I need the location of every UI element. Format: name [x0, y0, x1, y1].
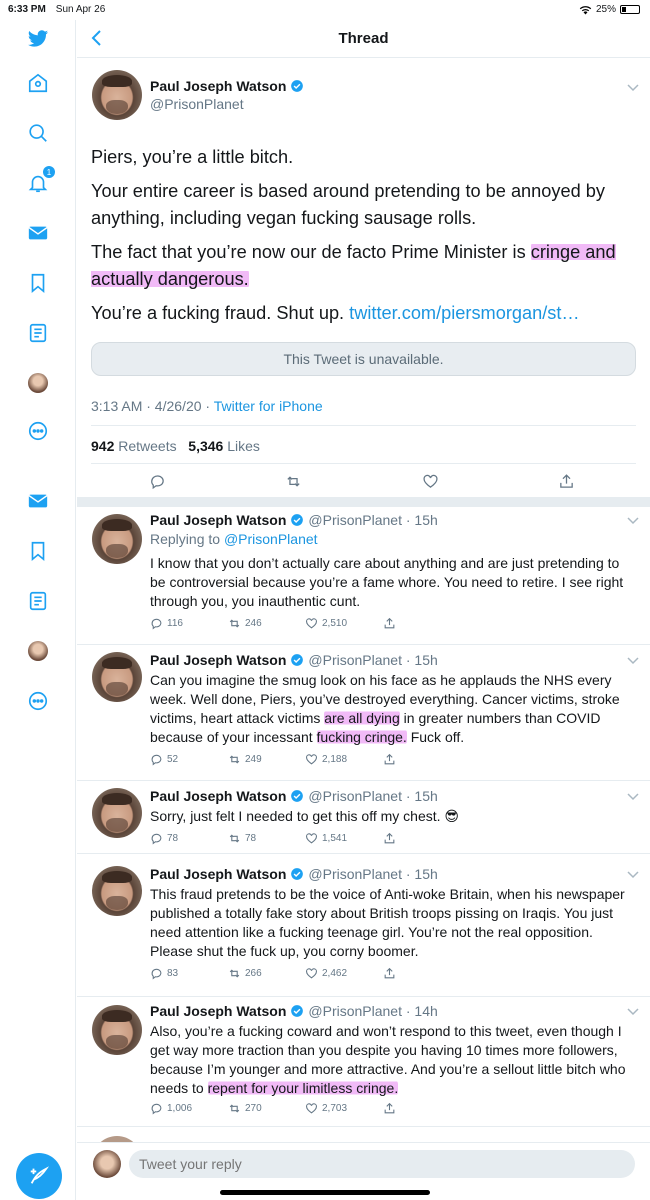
home-indicator[interactable] [220, 1190, 430, 1195]
mail-icon-2[interactable] [25, 488, 51, 514]
reply-tweet[interactable] [77, 781, 650, 854]
retweet-icon [228, 617, 241, 630]
share-icon [383, 967, 396, 980]
status-bar [0, 0, 650, 20]
page-title: Thread [338, 30, 389, 47]
chevron-down-icon[interactable] [626, 791, 640, 801]
mail-icon[interactable] [25, 220, 51, 246]
highlighted-text: fucking cringe. [316, 729, 407, 745]
status-date: Sun Apr 26 [55, 4, 106, 15]
like-count: 2,188 [322, 754, 348, 765]
retweet-button[interactable] [228, 753, 262, 766]
highlighted-text: are all dying [324, 710, 400, 726]
avatar[interactable] [93, 1150, 121, 1178]
like-button[interactable] [422, 473, 439, 490]
share-button[interactable] [383, 753, 396, 766]
retweet-count: 78 [245, 833, 257, 844]
reply-tweet[interactable] [77, 507, 650, 645]
share-icon [383, 1102, 396, 1115]
tweet-paragraph: Piers, you’re a little bitch. [91, 147, 294, 167]
retweet-count: 249 [245, 754, 262, 765]
verified-icon [290, 653, 304, 667]
compose-icon [28, 1165, 50, 1187]
reply-button[interactable] [150, 753, 178, 766]
tweet-text: This fraud pretends to be the voice of Anti-woke Britain, when his newspaper published a totally fake story about British troops pissing on Iraqis. You just need attention like a fucking teenage girl. You’re not the real opposition. Please shut the fuck up, you corny boomer. [150, 886, 625, 959]
replying-to-handle[interactable]: @PrisonPlanet [223, 531, 318, 547]
tweet-text-segment: in greater numbers than COVID because of your incessant [150, 710, 601, 745]
highlighted-text: repent for your limitless cringe. [207, 1080, 399, 1096]
retweet-count-label: Retweets [118, 438, 177, 454]
author-name[interactable]: Paul Joseph Watson [150, 1003, 287, 1019]
reply-button[interactable] [150, 617, 183, 630]
reply-tweet[interactable] [77, 854, 650, 997]
author-name[interactable]: Paul Joseph Watson [150, 788, 287, 804]
tweet-actions [150, 832, 450, 848]
like-count-label: Likes [227, 438, 260, 454]
avatar[interactable] [92, 70, 142, 120]
share-button[interactable] [383, 967, 396, 980]
tweet-paragraph [91, 300, 636, 327]
retweet-icon [228, 753, 241, 766]
tweet-source-link[interactable]: Twitter for iPhone [213, 398, 323, 414]
tweet-actions [150, 753, 450, 769]
compose-button[interactable] [16, 1153, 62, 1199]
chevron-down-icon[interactable] [626, 1006, 640, 1016]
tweet-link[interactable]: twitter.com/piersmorgan/st… [349, 303, 580, 323]
divider [91, 425, 636, 426]
tweet-paragraph [91, 239, 636, 293]
retweet-button[interactable] [285, 473, 302, 490]
share-button[interactable] [558, 473, 575, 490]
share-icon [558, 473, 575, 490]
reply-button[interactable] [150, 1102, 192, 1115]
like-button[interactable] [305, 753, 347, 766]
like-button[interactable] [305, 967, 347, 980]
like-count[interactable]: 5,346 [188, 438, 224, 454]
notifications-badge: 1 [43, 166, 55, 178]
divider [91, 463, 636, 464]
tweet-text: I know that you don’t actually care about anything and are just pretending to be controversial because you’re a fame whore. You need to retire. I see right through you, you inauthentic cunt. [150, 555, 624, 609]
chevron-down-icon[interactable] [626, 515, 640, 525]
twitter-bird-icon[interactable] [25, 26, 51, 52]
like-button[interactable] [305, 832, 347, 845]
share-button[interactable] [383, 832, 396, 845]
chevron-down-icon[interactable] [626, 869, 640, 879]
reply-button[interactable] [150, 967, 178, 980]
reply-count: 83 [167, 968, 179, 979]
like-count: 2,510 [322, 618, 348, 629]
more-icon[interactable] [25, 418, 51, 444]
avatar[interactable] [92, 788, 142, 838]
share-button[interactable] [383, 617, 396, 630]
author-name[interactable]: Paul Joseph Watson [150, 866, 287, 882]
reply-icon [149, 473, 166, 490]
retweet-button[interactable] [228, 967, 262, 980]
home-icon[interactable] [25, 70, 51, 96]
author-name[interactable]: Paul Joseph Watson [150, 512, 287, 528]
reply-composer [77, 1142, 650, 1184]
tweet-text [91, 144, 636, 334]
tweet-text-segment: Also, you’re a fucking coward and won’t respond to this tweet, even though I get way more traction than you despite you having 10 times more followers, because I’m younger and more attractive. And you’re a sellout little bitch who needs to [150, 1023, 626, 1096]
tweet-text-segment: The fact that you’re now our de facto Prime Minister is [91, 242, 531, 262]
reply-button[interactable] [150, 832, 178, 845]
replying-label: Replying to [150, 531, 224, 547]
reply-icon [150, 617, 163, 630]
profile-avatar-2[interactable] [25, 638, 51, 664]
tweet-text-segment: Can you imagine the smug look on his face as he applauds the NHS every week. Well done, Piers, you’ve destroyed everything. Cancer victims, stroke victims, heart attack victims [150, 672, 620, 726]
retweet-button[interactable] [228, 617, 262, 630]
like-icon [422, 473, 439, 490]
retweet-button[interactable] [228, 1102, 262, 1115]
tweet-actions [150, 1102, 450, 1118]
retweet-icon [228, 967, 241, 980]
list-icon-2[interactable] [25, 588, 51, 614]
tweet-meta [91, 398, 323, 414]
battery-percent: 25% [595, 4, 616, 15]
wifi-icon [579, 5, 592, 15]
tweet-counts [91, 438, 260, 454]
author-name[interactable]: Paul Joseph Watson [150, 78, 287, 94]
share-icon [383, 832, 396, 845]
chevron-down-icon[interactable] [626, 82, 640, 92]
highlighted-text: cringe and actually dangerous. [91, 242, 616, 289]
author-handle[interactable]: @PrisonPlanet [150, 96, 244, 112]
retweet-icon [228, 832, 241, 845]
share-icon [383, 617, 396, 630]
reply-icon [150, 832, 163, 845]
reply-icon [150, 967, 163, 980]
status-time: 6:33 PM [8, 4, 46, 15]
chevron-down-icon[interactable] [626, 655, 640, 665]
list-icon[interactable] [25, 320, 51, 346]
tweet-actions [150, 617, 450, 633]
retweet-count: 266 [245, 968, 262, 979]
tweet-actions [77, 473, 650, 497]
avatar[interactable] [92, 1005, 142, 1055]
thread-header [77, 20, 650, 58]
author-handle[interactable]: @PrisonPlanet · 14h [308, 1003, 438, 1019]
quoted-tweet-unavailable: This Tweet is unavailable. [91, 342, 636, 376]
like-icon [305, 1102, 318, 1115]
avatar[interactable] [92, 514, 142, 564]
avatar[interactable] [92, 652, 142, 702]
tweet-text: Sorry, just felt I needed to get this off my chest. 😎 [150, 808, 459, 824]
retweet-count: 246 [245, 618, 262, 629]
author-handle[interactable]: @PrisonPlanet · 15h [308, 866, 438, 882]
reply-icon [150, 1102, 163, 1115]
retweet-icon [285, 473, 302, 490]
tweet-actions [150, 967, 450, 983]
retweet-icon [228, 1102, 241, 1115]
bell-icon[interactable] [25, 167, 52, 196]
like-count: 2,462 [322, 968, 348, 979]
retweet-button[interactable] [228, 832, 256, 845]
reply-input[interactable] [129, 1150, 635, 1178]
like-button[interactable] [305, 1102, 347, 1115]
battery-icon [620, 5, 640, 14]
author-handle[interactable]: @PrisonPlanet · 15h [308, 652, 438, 668]
bookmark-icon[interactable] [25, 270, 51, 296]
share-icon [383, 753, 396, 766]
verified-icon [290, 513, 304, 527]
reply-button[interactable] [149, 473, 166, 490]
tweet-timestamp: 3:13 AM · 4/26/20 · [91, 398, 214, 414]
author-handle[interactable]: @PrisonPlanet · 15h [308, 788, 438, 804]
like-icon [305, 967, 318, 980]
verified-icon [290, 1004, 304, 1018]
bookmark-icon-2[interactable] [25, 538, 51, 564]
like-icon [305, 832, 318, 845]
like-button[interactable] [305, 617, 347, 630]
profile-avatar[interactable] [25, 370, 51, 396]
tweet-paragraph: Your entire career is based around pretending to be annoyed by anything, including vegan fucking sausage rolls. [91, 181, 605, 228]
reply-tweet[interactable] [77, 997, 650, 1127]
author-name[interactable]: Paul Joseph Watson [150, 652, 287, 668]
author-handle[interactable]: @PrisonPlanet · 15h [308, 512, 438, 528]
retweet-count[interactable]: 942 [91, 438, 115, 454]
replying-to [150, 531, 318, 547]
reply-count: 116 [167, 618, 183, 629]
like-icon [305, 617, 318, 630]
like-count: 1,541 [322, 833, 348, 844]
retweet-count: 270 [245, 1103, 262, 1114]
reply-count: 1,006 [167, 1103, 193, 1114]
reply-count: 78 [167, 833, 179, 844]
reply-icon [150, 753, 163, 766]
search-icon[interactable] [25, 120, 51, 146]
verified-icon [290, 789, 304, 803]
sidebar [0, 20, 76, 1200]
like-count: 2,703 [322, 1103, 348, 1114]
reply-count: 52 [167, 754, 179, 765]
share-button[interactable] [383, 1102, 396, 1115]
tweet-text [150, 1022, 638, 1098]
like-icon [305, 753, 318, 766]
avatar[interactable] [92, 866, 142, 916]
tweet-text-segment: Fuck off. [406, 729, 465, 745]
section-divider [77, 497, 650, 507]
tweet-text-segment: You’re a fucking fraud. Shut up. [91, 303, 350, 323]
tweet-text [150, 671, 638, 747]
verified-icon [290, 867, 304, 881]
reply-tweet[interactable] [77, 645, 650, 781]
verified-icon [290, 79, 304, 93]
more-icon-2[interactable] [25, 688, 51, 714]
